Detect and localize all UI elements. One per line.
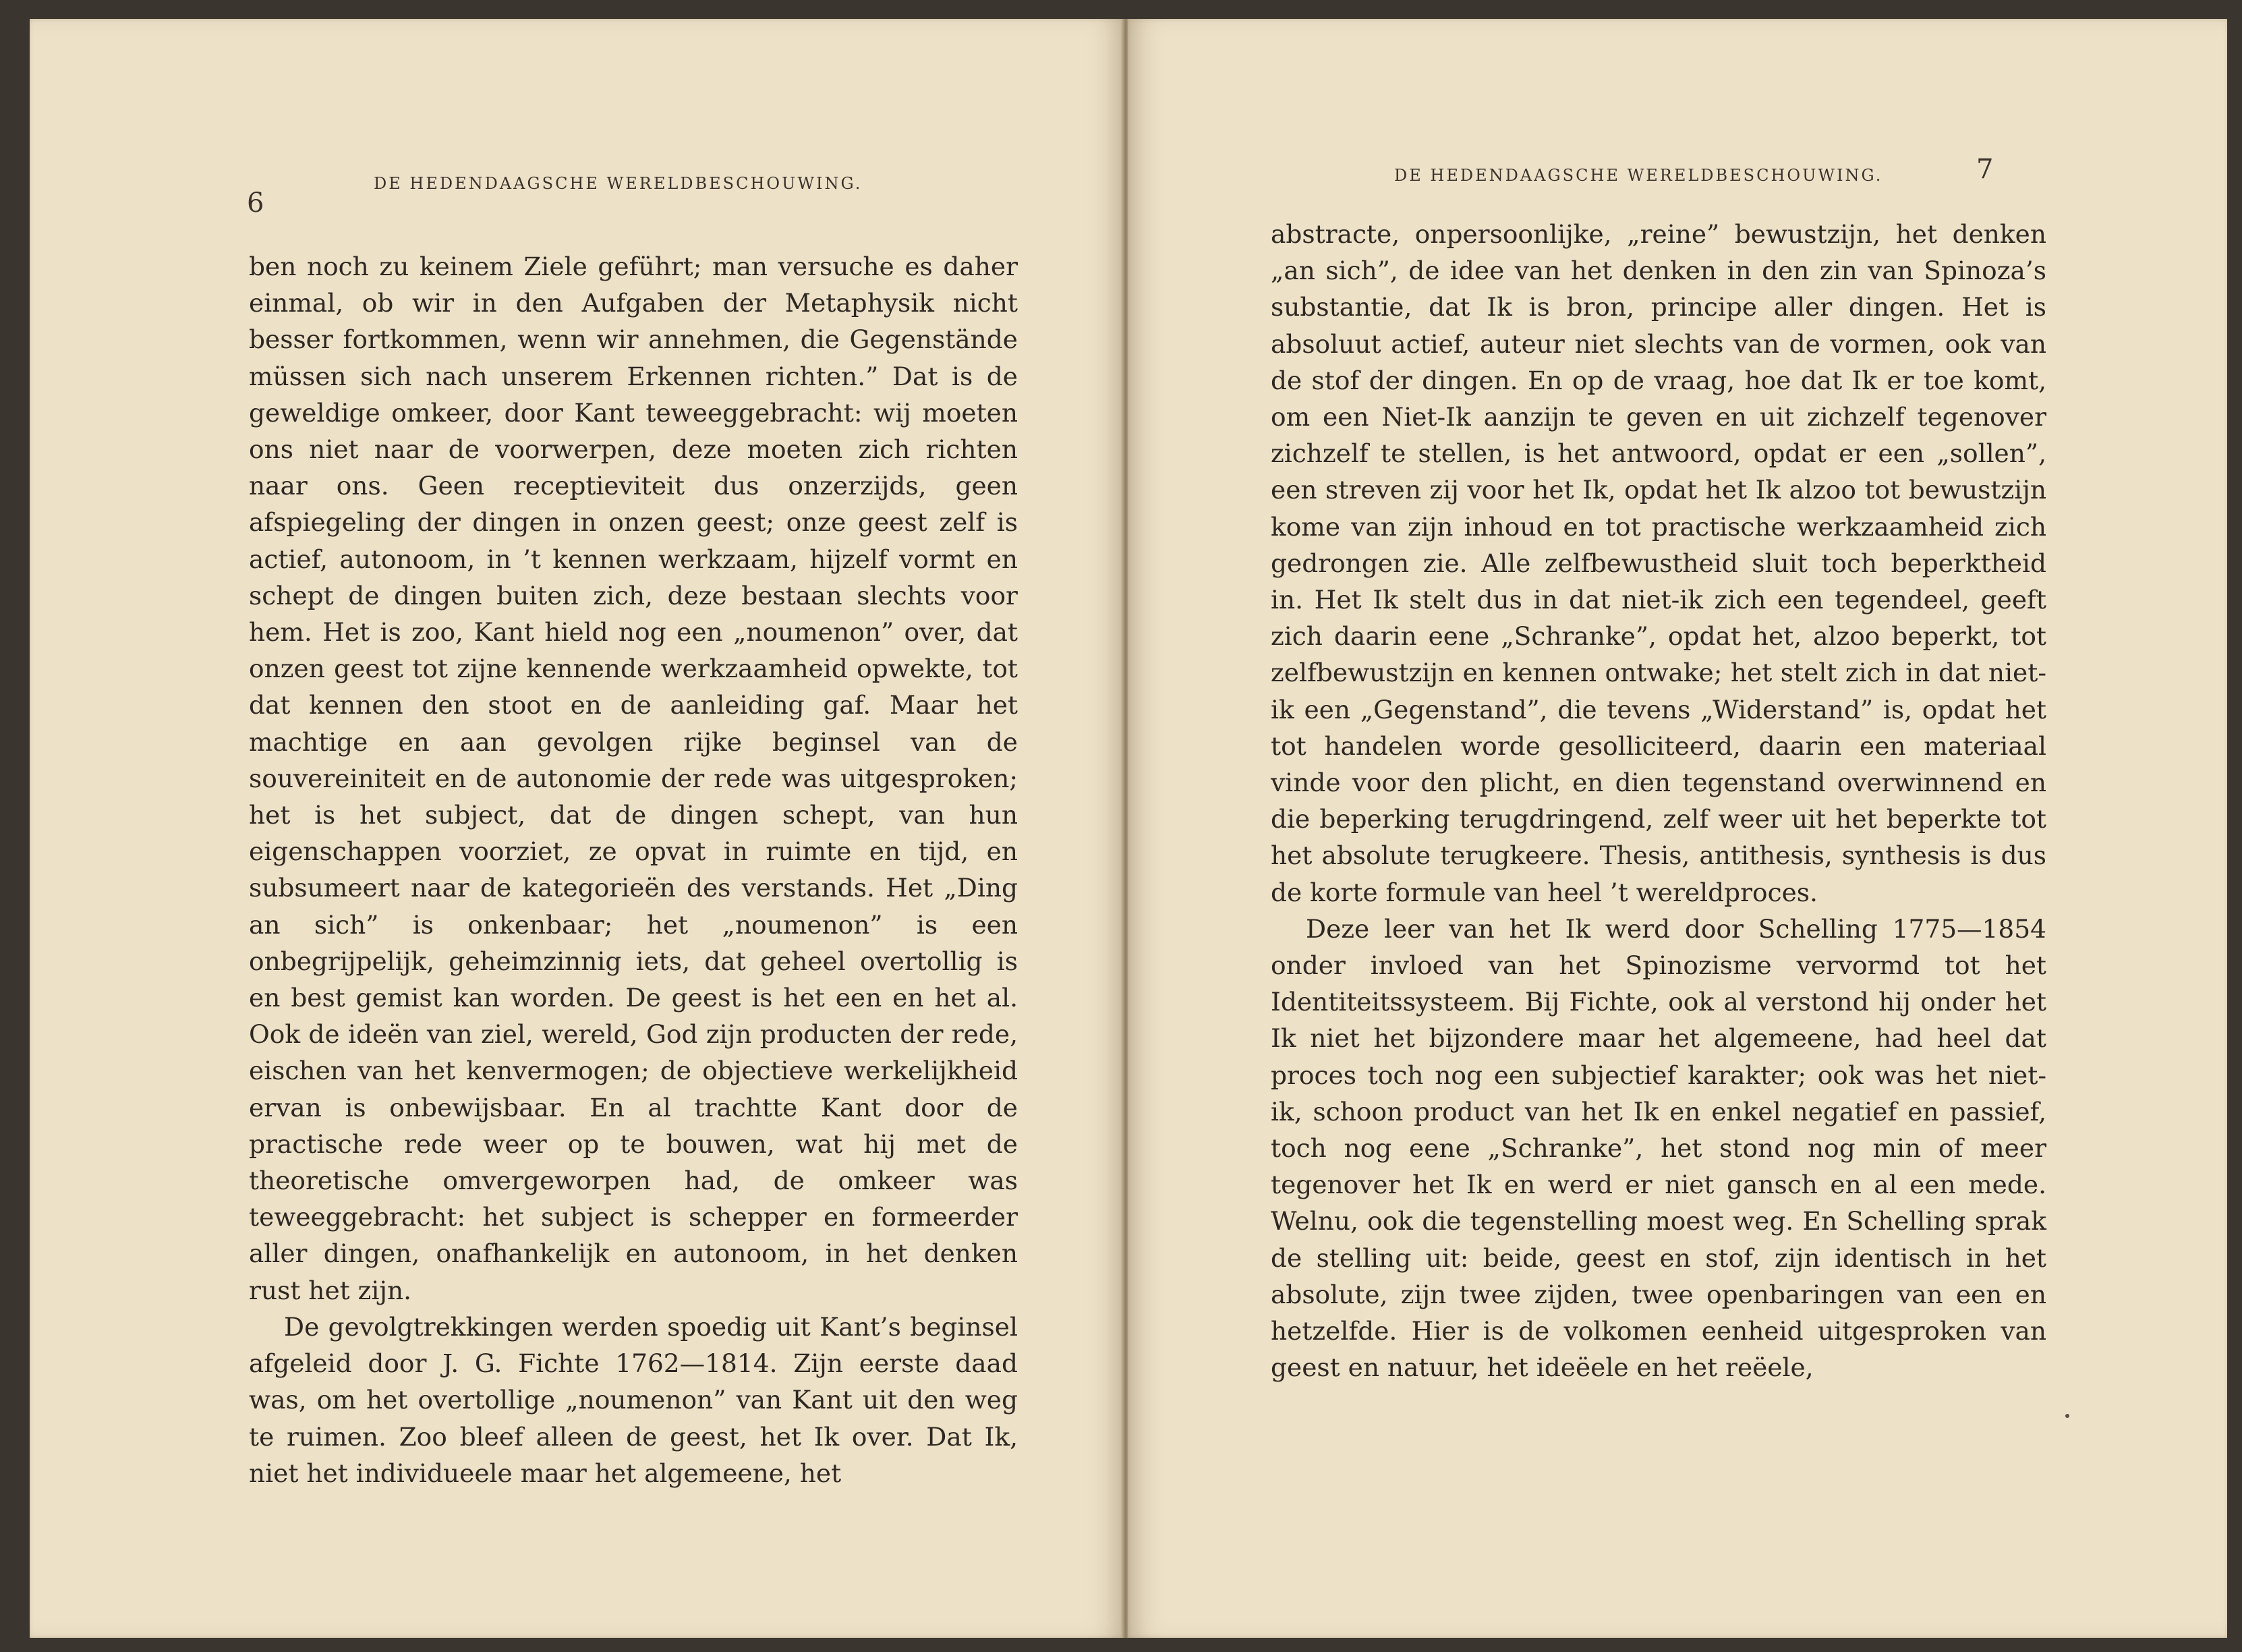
- ink-speck: [2065, 1414, 2069, 1418]
- paragraph: De gevolgtrekkingen werden spoedig uit Kant’s beginsel afgeleid door J. G. Fichte 1762—1814. Zijn eerste daad was, om het overtollige „noumenon” van Kant uit den weg te ruimen. Zoo bleef alleen de geest, het Ik over. Dat Ik, niet het individueele maar het algemeene, het: [249, 1311, 1018, 1488]
- running-head: DE HEDENDAAGSCHE WERELDBESCHOUWING.: [1394, 166, 1883, 185]
- left-page: [30, 19, 1124, 1638]
- body-text: [249, 248, 1018, 1491]
- paragraph: Deze leer van het Ik werd door Schelling 1775—1854 onder invloed van het Spinozisme vervormd tot het Identiteitssysteem. Bij Fichte, ook al verstond hij onder het Ik niet het bijzondere maar het algemeene, had heel dat proces toch nog een subjectief karakter; ook was het niet-ik, schoon product van het Ik en enkel negatief en passief, toch nog eene „Schranke”, het stond nog min of meer tegenover het Ik en werd er niet gansch en al een mede. Welnu, ook die tegenstelling moest weg. En Schelling sprak de stelling uit: beide, geest en stof, zijn identisch in het absolute, zijn twee zijden, twee openbaringen van een en hetzelfde. Hier is de volkomen eenheid uitgesproken van geest en natuur, het ideëele en het reëele,: [1271, 913, 2046, 1383]
- running-head: DE HEDENDAAGSCHE WERELDBESCHOUWING.: [374, 174, 863, 193]
- paragraph: ben noch zu keinem Ziele geführt; man versuche es daher einmal, ob wir in den Aufgaben der Metaphysik nicht besser fortkommen, wenn wir annehmen, die Gegenstände müssen sich nach unserem Erkennen richten.” Dat is de geweldige omkeer, door Kant teweeggebracht: wij moeten ons niet naar de voorwerpen, deze moeten zich richten naar ons. Geen receptieviteit dus onzerzijds, geen afspiegeling der dingen in onzen geest; onze geest zelf is actief, autonoom, in ’t kennen werkzaam, hijzelf vormt en schept de dingen buiten zich, deze bestaan slechts voor hem. Het is zoo, Kant hield nog een „noumenon” over, dat onzen geest tot zijne kennende werkzaamheid opwekte, tot dat kennen den stoot en de aanleiding gaf. Maar het machtige en aan gevolgen rijke beginsel van de souvereiniteit en de autonomie der rede was uitgesproken; het is het subject, dat de dingen schept, van hun eigenschappen voorziet, ze opvat in ruimte en tijd, en subsumeert naar de kategorieën des verstands. Het „Ding an sich” is onkenbaar; het „noumenon” is een onbegrijpelijk, geheimzinnig iets, dat geheel overtollig is en best gemist kan worden. De geest is het een en het al. Ook de ideën van ziel, wereld, God zijn producten der rede, eischen van het kenvermogen; de objectieve werkelijkheid ervan is onbewijsbaar. En al trachtte Kant door de practische rede weer op te bouwen, wat hij met de theoretische omvergeworpen had, de omkeer was teweeggebracht: het subject is schepper en formeerder aller dingen, onafhankelijk en autonoom, in het denken rust het zijn.: [249, 252, 1018, 1305]
- page-number: 6: [247, 188, 264, 219]
- body-text: [1271, 216, 2046, 1386]
- page-number: 7: [1976, 154, 1994, 185]
- paragraph: abstracte, onpersoonlijke, „reine” bewustzijn, het denken „an sich”, de idee van het denken in den zin van Spinoza’s substantie, dat Ik is bron, principe aller dingen. Het is absoluut actief, auteur niet slechts van de vormen, ook van de stof der dingen. En op de vraag, hoe dat Ik er toe komt, om een Niet-Ik aanzijn te geven en uit zichzelf tegenover zichzelf te stellen, is het antwoord, opdat er een „sollen”, een streven zij voor het Ik, opdat het Ik alzoo tot bewustzijn kome van zijn inhoud en tot practische werkzaamheid zich gedrongen zie. Alle zelfbewustheid sluit toch beperktheid in. Het Ik stelt dus in dat niet-ik zich een tegendeel, geeft zich daarin eene „Schranke”, opdat het, alzoo beperkt, tot zelfbewustzijn en kennen ontwake; het stelt zich in dat niet-ik een „Gegenstand”, die tevens „Widerstand” is, opdat het tot handelen worde gesolliciteerd, daarin een materiaal vinde voor den plicht, en dien tegenstand overwinnend en die beperking terugdringend, zelf weer uit het beperkte tot het absolute terugkeere. Thesis, antithesis, synthesis is dus de korte formule van heel ’t wereldproces.: [1271, 219, 2046, 907]
- right-page: [1128, 19, 2227, 1638]
